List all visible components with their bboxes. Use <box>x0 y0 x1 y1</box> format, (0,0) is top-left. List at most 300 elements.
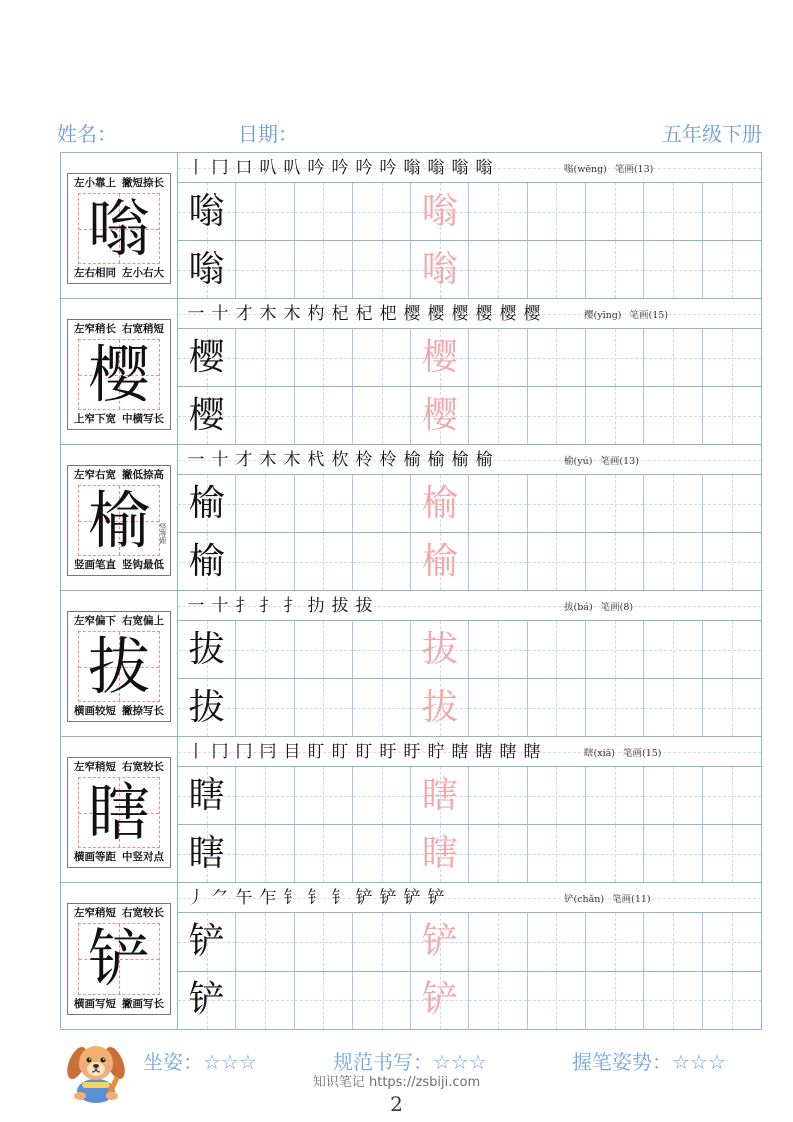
stroke-step: 嗡 <box>427 157 445 178</box>
stroke-step: 十 <box>211 595 229 616</box>
tracing-character: 樱 <box>421 394 458 436</box>
stroke-count: 笔画(15) <box>629 309 669 321</box>
stroke-step: 杞 <box>355 303 373 324</box>
writing-cell <box>703 825 761 882</box>
posture-label: 坐姿： <box>143 1050 203 1074</box>
stroke-step: 榆 <box>451 449 469 470</box>
writing-cell <box>411 387 469 444</box>
writing-cell <box>644 767 702 824</box>
structure-tip: 右宽偏上 <box>122 615 164 627</box>
writing-cell <box>353 621 411 678</box>
writing-cell <box>586 913 644 971</box>
sample-character: 樱 <box>188 336 225 378</box>
writing-cell <box>353 825 411 882</box>
grip-label: 握笔姿势： <box>572 1050 672 1074</box>
stroke-sequence <box>184 740 544 764</box>
structure-tips-top <box>68 615 170 628</box>
character-info <box>584 307 668 321</box>
writing-cell <box>236 387 294 444</box>
writing-cell <box>178 767 236 824</box>
stroke-order-strip <box>178 445 761 475</box>
structure-tip: 中竖对点 <box>122 851 164 863</box>
tracing-character: 铲 <box>421 920 458 962</box>
structure-tip: 左右相同 <box>74 267 116 279</box>
stroke-step: 樱 <box>499 303 517 324</box>
writing-cell <box>644 679 702 736</box>
practice-area <box>178 883 761 1029</box>
writing-cell <box>586 972 644 1030</box>
structure-tip: 左窄右宽 <box>74 469 116 481</box>
writing-cell <box>528 767 586 824</box>
writing-cell <box>295 387 353 444</box>
writing-cell <box>236 533 294 590</box>
stroke-step: 盯 <box>355 741 373 762</box>
stroke-sequence <box>184 302 544 326</box>
writing-cell <box>353 972 411 1030</box>
stroke-step: 冂 <box>211 741 229 762</box>
stroke-step: 杞 <box>331 303 349 324</box>
writing-cell <box>586 475 644 532</box>
practice-line <box>178 240 761 298</box>
stroke-step: 铲 <box>379 887 397 908</box>
stroke-step: 杴 <box>331 449 349 470</box>
model-character: 铲 <box>87 922 150 995</box>
practice-line <box>178 183 761 240</box>
stroke-count: 笔画(11) <box>612 893 651 905</box>
sample-character: 榆 <box>188 540 225 582</box>
pinyin-label: 嗡(wēng) <box>564 163 607 175</box>
sample-character: 铲 <box>188 920 225 962</box>
stroke-step: 吟 <box>379 157 397 178</box>
writing-cell <box>586 533 644 590</box>
writing-cell <box>411 767 469 824</box>
stroke-order-strip <box>178 153 761 183</box>
tracing-character: 嗡 <box>421 190 458 232</box>
structure-tip: 右宽较长 <box>122 907 164 919</box>
model-character: 嗡 <box>87 191 150 265</box>
side-annotation: 竖等距 <box>159 522 167 544</box>
structure-tips-bottom <box>68 559 170 572</box>
model-cell <box>61 299 178 444</box>
stroke-step: ⺈ <box>211 887 229 908</box>
watermark: 知识笔记 https://zsbiji.com <box>312 1075 481 1090</box>
stroke-step: 十 <box>211 449 229 470</box>
stroke-step: 才 <box>235 303 253 324</box>
posture-stars: ☆☆☆ <box>203 1050 257 1074</box>
practice-line <box>178 824 761 882</box>
practice-line <box>178 971 761 1030</box>
structure-tips-top <box>68 323 170 336</box>
stroke-step: 目 <box>283 741 301 762</box>
writing-cell <box>411 329 469 386</box>
writing-cell <box>236 972 294 1030</box>
stroke-sequence <box>184 594 524 618</box>
writing-cell <box>644 241 702 298</box>
writing-cell <box>353 387 411 444</box>
writing-label: 规范书写： <box>333 1050 433 1074</box>
writing-cell <box>586 387 644 444</box>
tracing-character: 拔 <box>421 628 458 670</box>
stroke-order-strip <box>178 883 761 913</box>
writing-cell <box>703 329 761 386</box>
structure-tip: 左窄稍长 <box>74 323 116 335</box>
writing-cell <box>469 475 527 532</box>
stroke-order-strip <box>178 737 761 767</box>
stroke-step: 十 <box>211 303 229 324</box>
stroke-step: 嗡 <box>451 157 469 178</box>
writing-cell <box>411 621 469 678</box>
stroke-step: 冃 <box>259 741 277 762</box>
writing-cell <box>295 475 353 532</box>
stroke-step: 吟 <box>307 157 325 178</box>
writing-cell <box>236 825 294 882</box>
model-character: 拔 <box>87 629 150 703</box>
stroke-step: 榆 <box>427 449 445 470</box>
sample-character: 榆 <box>188 482 225 524</box>
writing-cell <box>236 767 294 824</box>
writing-cell <box>703 241 761 298</box>
structure-tip: 撇低捺高 <box>122 469 164 481</box>
writing-cell <box>528 621 586 678</box>
writing-cell <box>295 825 353 882</box>
stroke-step: 扌 <box>235 595 253 616</box>
structure-tip: 右宽较长 <box>122 761 164 773</box>
model-cell <box>61 445 178 590</box>
stroke-step: 拔 <box>355 595 373 616</box>
structure-tips-top <box>68 761 170 774</box>
sample-character: 拔 <box>188 686 225 728</box>
structure-tips-top <box>68 177 170 190</box>
stroke-step: 铲 <box>427 887 445 908</box>
tracing-character: 拔 <box>421 686 458 728</box>
practice-area <box>178 445 761 590</box>
stroke-step: 才 <box>235 449 253 470</box>
writing-cell <box>644 533 702 590</box>
model-box <box>67 903 171 1015</box>
stroke-step: 吟 <box>331 157 349 178</box>
stroke-step: 铲 <box>403 887 421 908</box>
stroke-step: 嗡 <box>475 157 493 178</box>
model-box <box>67 465 171 576</box>
stroke-order-strip <box>178 299 761 329</box>
stroke-step: 瞎 <box>499 741 517 762</box>
writing-cell <box>469 329 527 386</box>
model-box <box>67 611 171 722</box>
structure-tip: 横画等距 <box>74 851 116 863</box>
stroke-step: 眝 <box>427 741 445 762</box>
stroke-step: 瞎 <box>451 741 469 762</box>
writing-cell <box>295 183 353 240</box>
stroke-order-strip <box>178 591 761 621</box>
grade-label: 五年级下册 <box>662 122 762 146</box>
sample-character: 铲 <box>188 979 225 1021</box>
writing-cell <box>178 972 236 1030</box>
writing-cell <box>353 767 411 824</box>
model-box <box>67 757 171 868</box>
tracing-character: 瞎 <box>421 774 458 816</box>
stroke-step: 木 <box>259 449 277 470</box>
pinyin-label: 瞎(xiā) <box>584 747 615 759</box>
stroke-step: 木 <box>259 303 277 324</box>
model-character: 瞎 <box>87 775 150 849</box>
writing-cell <box>353 241 411 298</box>
practice-line <box>178 678 761 736</box>
writing-cell <box>411 679 469 736</box>
writing-cell <box>703 387 761 444</box>
stroke-sequence <box>184 156 524 180</box>
stroke-step: 一 <box>187 303 205 324</box>
stroke-count: 笔画(15) <box>622 747 662 759</box>
writing-cell <box>236 329 294 386</box>
writing-cell <box>644 475 702 532</box>
writing-cell <box>703 533 761 590</box>
practice-line <box>178 475 761 532</box>
sample-character: 瞎 <box>188 774 225 816</box>
writing-cell <box>353 183 411 240</box>
model-cell <box>61 883 178 1029</box>
practice-area <box>178 153 761 298</box>
character-info <box>584 745 662 759</box>
model-box <box>67 173 171 284</box>
writing-cell <box>295 972 353 1030</box>
writing-cell <box>528 825 586 882</box>
writing-cell <box>353 533 411 590</box>
sample-character: 嗡 <box>188 248 225 290</box>
writing-cell <box>644 387 702 444</box>
structure-tip: 竖画笔直 <box>74 559 116 571</box>
model-character: 樱 <box>87 337 150 411</box>
writing-cell <box>528 533 586 590</box>
character-row <box>61 737 761 883</box>
writing-cell <box>586 241 644 298</box>
stroke-sequence <box>184 448 524 472</box>
writing-cell <box>178 621 236 678</box>
stroke-step: 吟 <box>355 157 373 178</box>
sample-character: 瞎 <box>188 832 225 874</box>
stroke-step: 瞎 <box>523 741 541 762</box>
stroke-step: 扌 <box>283 595 301 616</box>
practice-line <box>178 621 761 678</box>
writing-cell <box>469 621 527 678</box>
pinyin-label: 樱(yīng) <box>584 309 622 321</box>
writing-cell <box>411 825 469 882</box>
practice-area <box>178 299 761 444</box>
stroke-step: 拔 <box>331 595 349 616</box>
structure-tips-bottom <box>68 413 170 426</box>
writing-cell <box>411 913 469 971</box>
character-info <box>564 599 633 613</box>
writing-cell <box>469 825 527 882</box>
pinyin-label: 榆(yú) <box>564 455 593 467</box>
writing-cell <box>703 679 761 736</box>
page-number: 2 <box>390 1092 403 1116</box>
writing-cell <box>528 241 586 298</box>
writing-cell <box>411 533 469 590</box>
stroke-step: 杓 <box>307 303 325 324</box>
tracing-character: 榆 <box>421 540 458 582</box>
writing-cell <box>353 329 411 386</box>
character-row <box>61 445 761 591</box>
writing-cell <box>469 533 527 590</box>
stroke-step: 叭 <box>259 157 277 178</box>
stroke-step: 钅 <box>331 887 349 908</box>
writing-cell <box>528 183 586 240</box>
writing-cell <box>703 183 761 240</box>
name-label: 姓名： <box>57 122 117 146</box>
stroke-step: 叭 <box>283 157 301 178</box>
stroke-step: 盱 <box>379 741 397 762</box>
structure-tip: 中横写长 <box>122 413 164 425</box>
writing-cell <box>469 241 527 298</box>
writing-cell <box>236 913 294 971</box>
sample-character: 拔 <box>188 628 225 670</box>
writing-cell <box>236 183 294 240</box>
stroke-count: 笔画(13) <box>614 163 654 175</box>
writing-cell <box>295 329 353 386</box>
writing-cell <box>236 679 294 736</box>
stroke-step: 铲 <box>355 887 373 908</box>
structure-tip: 撇捺写长 <box>122 705 164 717</box>
stroke-step: 嗡 <box>403 157 421 178</box>
stroke-step: 樱 <box>523 303 541 324</box>
stroke-step: 钅 <box>283 887 301 908</box>
practice-area <box>178 737 761 882</box>
tracing-character: 瞎 <box>421 832 458 874</box>
stroke-step: 口 <box>235 157 253 178</box>
practice-line <box>178 329 761 386</box>
writing-cell <box>644 825 702 882</box>
model-character: 榆 <box>87 483 150 557</box>
stroke-step: 一 <box>187 595 205 616</box>
stroke-step: 木 <box>283 303 301 324</box>
writing-stars: ☆☆☆ <box>433 1050 487 1074</box>
stroke-step: 柃 <box>379 449 397 470</box>
structure-tips-bottom <box>68 705 170 718</box>
model-box <box>67 319 171 430</box>
stroke-step: 盯 <box>331 741 349 762</box>
writing-cell <box>644 621 702 678</box>
structure-tip: 左小靠上 <box>74 177 116 189</box>
writing-cell <box>295 241 353 298</box>
writing-cell <box>528 387 586 444</box>
model-cell <box>61 737 178 882</box>
writing-cell <box>236 475 294 532</box>
tracing-character: 嗡 <box>421 248 458 290</box>
writing-cell <box>703 913 761 971</box>
character-row <box>61 299 761 445</box>
structure-tip: 撇短捺长 <box>122 177 164 189</box>
structure-tips-bottom <box>68 851 170 864</box>
stroke-step: 樱 <box>451 303 469 324</box>
stroke-step: 扐 <box>307 595 325 616</box>
writing-cell <box>644 972 702 1030</box>
writing-cell <box>178 913 236 971</box>
writing-cell <box>178 241 236 298</box>
tracing-character: 樱 <box>421 336 458 378</box>
writing-cell <box>469 679 527 736</box>
stroke-step: 丨 <box>187 741 205 762</box>
structure-tip: 撇画写长 <box>122 998 164 1010</box>
stroke-step: 扌 <box>259 595 277 616</box>
stroke-step: 樱 <box>403 303 421 324</box>
stroke-step: 榆 <box>403 449 421 470</box>
writing-cell <box>469 972 527 1030</box>
structure-tip: 左窄稍短 <box>74 907 116 919</box>
character-row <box>61 883 761 1029</box>
model-cell <box>61 153 178 298</box>
writing-cell <box>353 679 411 736</box>
writing-cell <box>703 475 761 532</box>
stroke-step: 丿 <box>187 887 205 908</box>
structure-tips-bottom <box>68 998 170 1011</box>
writing-cell <box>528 913 586 971</box>
stroke-step: 盯 <box>307 741 325 762</box>
stroke-step: 樱 <box>427 303 445 324</box>
writing-cell <box>411 241 469 298</box>
character-info <box>564 161 653 175</box>
grip-stars: ☆☆☆ <box>672 1050 726 1074</box>
tracing-character: 铲 <box>421 979 458 1021</box>
writing-cell <box>703 767 761 824</box>
sample-character: 嗡 <box>188 190 225 232</box>
writing-cell <box>586 679 644 736</box>
writing-cell <box>353 913 411 971</box>
character-row <box>61 591 761 737</box>
writing-cell <box>178 475 236 532</box>
writing-cell <box>528 679 586 736</box>
stroke-step: 盱 <box>403 741 421 762</box>
stroke-step: 冂 <box>235 741 253 762</box>
writing-cell <box>469 913 527 971</box>
character-info <box>564 453 639 467</box>
tracing-character: 榆 <box>421 482 458 524</box>
stroke-step: 冂 <box>211 157 229 178</box>
writing-cell <box>178 679 236 736</box>
writing-cell <box>411 972 469 1030</box>
writing-cell <box>178 183 236 240</box>
writing-cell <box>703 972 761 1030</box>
writing-cell <box>295 767 353 824</box>
sample-character: 樱 <box>188 394 225 436</box>
writing-cell <box>586 329 644 386</box>
practice-area <box>178 591 761 736</box>
pinyin-label: 铲(chǎn) <box>564 893 605 905</box>
writing-cell <box>469 387 527 444</box>
stroke-step: 杙 <box>307 449 325 470</box>
writing-cell <box>295 533 353 590</box>
stroke-step: 瞎 <box>475 741 493 762</box>
writing-cell <box>644 913 702 971</box>
stroke-step: 木 <box>283 449 301 470</box>
writing-cell <box>178 533 236 590</box>
stroke-step: 丨 <box>187 157 205 178</box>
writing-cell <box>528 329 586 386</box>
stroke-step: 一 <box>187 449 205 470</box>
practice-sheet <box>60 152 762 1030</box>
practice-line <box>178 532 761 590</box>
character-info <box>564 891 651 905</box>
structure-tip: 竖钩最低 <box>122 559 164 571</box>
writing-cell <box>236 241 294 298</box>
stroke-step: 午 <box>235 887 253 908</box>
character-row <box>61 153 761 299</box>
writing-cell <box>586 621 644 678</box>
stroke-step: 杷 <box>379 303 397 324</box>
model-cell <box>61 591 178 736</box>
writing-cell <box>528 972 586 1030</box>
structure-tip: 右宽稍短 <box>122 323 164 335</box>
practice-line <box>178 386 761 444</box>
